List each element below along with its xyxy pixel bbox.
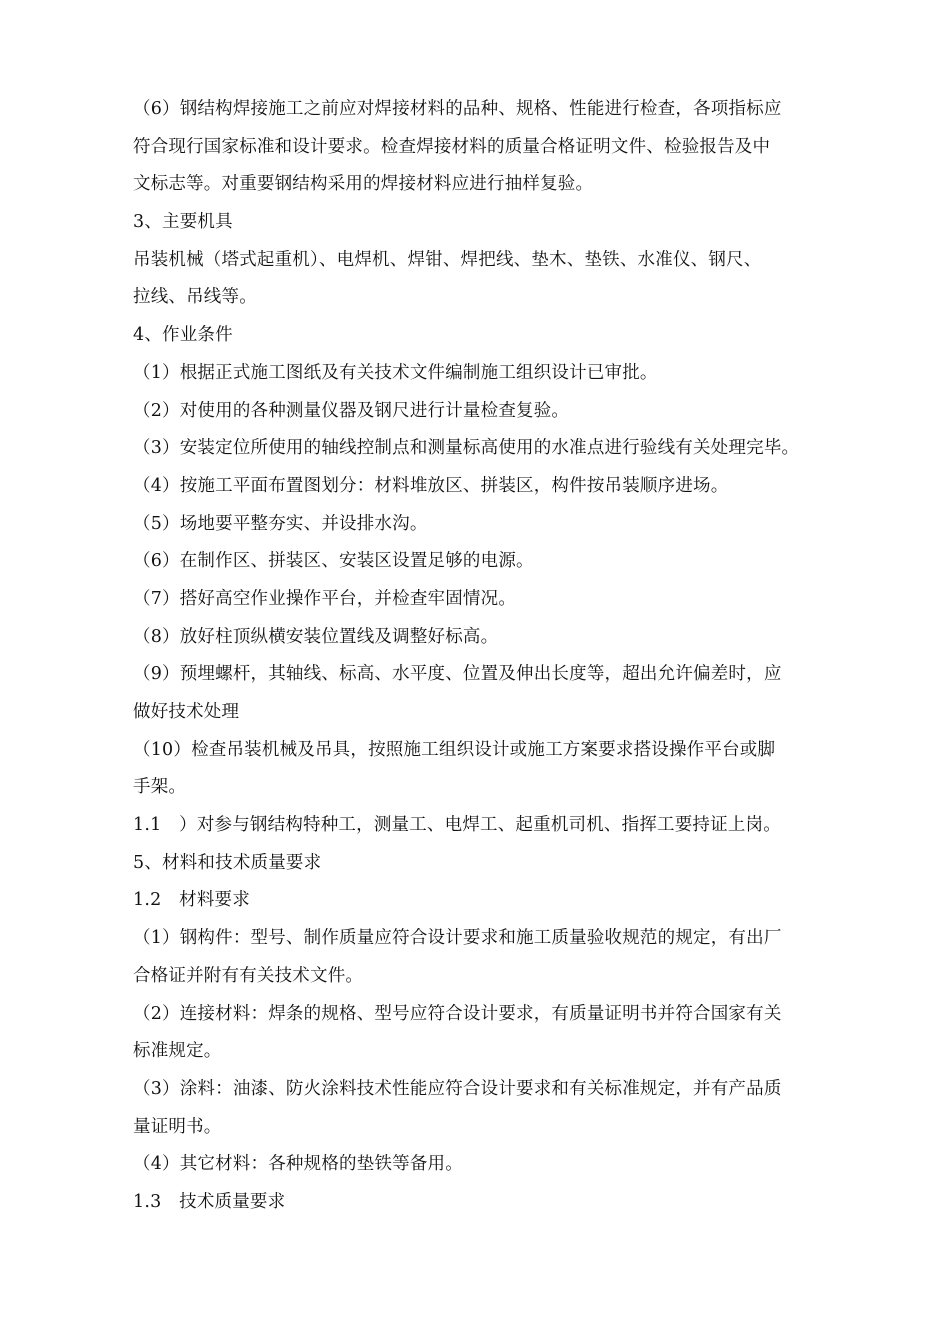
- text-line: 拉线、吊线等。: [133, 287, 257, 308]
- list-item: （10）检查吊装机械及吊具，按照施工组织设计或施工方案要求搭设操作平台或脚: [133, 739, 776, 760]
- text-line: 文标志等。对重要钢结构采用的焊接材料应进行抽样复验。: [133, 174, 594, 195]
- document-body: [133, 91, 853, 1222]
- list-item: （1）钢构件：型号、制作质量应符合设计要求和施工质量验收规范的规定，有出厂: [133, 928, 782, 949]
- section-heading: 3、主要机具: [133, 212, 233, 233]
- section-heading: 4、作业条件: [133, 325, 233, 346]
- list-item: （4）其它材料：各种规格的垫铁等备用。: [133, 1154, 463, 1175]
- text-line: 标准规定。: [133, 1041, 222, 1062]
- text-line: 量证明书。: [133, 1116, 222, 1137]
- list-item: （6）在制作区、拼装区、安装区设置足够的电源。: [133, 551, 534, 572]
- list-item: 1.1 ）对参与钢结构特种工，测量工、电焊工、起重机司机、指挥工要持证上岗。: [133, 815, 781, 836]
- list-item: （5）场地要平整夯实、并设排水沟。: [133, 513, 428, 534]
- list-item: （2）连接材料：焊条的规格、型号应符合设计要求，有质量证明书并符合国家有关: [133, 1003, 782, 1024]
- list-item: （3）涂料：油漆、防火涂料技术性能应符合设计要求和有关标准规定，并有产品质: [133, 1078, 782, 1099]
- list-item: （8）放好柱顶纵横安装位置线及调整好标高。: [133, 626, 499, 647]
- list-item: （7）搭好高空作业操作平台，并检查牢固情况。: [133, 588, 517, 609]
- list-item: （9）预埋螺杆，其轴线、标高、水平度、位置及伸出长度等，超出允许偏差时，应: [133, 664, 782, 685]
- text-line: 吊装机械（塔式起重机）、电焊机、焊钳、焊把线、垫木、垫铁、水准仪、钢尺、: [133, 249, 762, 270]
- text-line: 合格证并附有有关技术文件。: [133, 965, 364, 986]
- text-line: 符合现行国家标准和设计要求。检查焊接材料的质量合格证明文件、检验报告及中: [133, 136, 771, 157]
- subsection-heading: 1.3 技术质量要求: [133, 1191, 286, 1212]
- text-line: （6）钢结构焊接施工之前应对焊接材料的品种、规格、性能进行检查，各项指标应: [133, 99, 782, 119]
- list-item: （2）对使用的各种测量仪器及钢尺进行计量检查复验。: [133, 400, 570, 421]
- list-item: （1）根据正式施工图纸及有关技术文件编制施工组织设计已审批。: [133, 362, 658, 383]
- text-line: 做好技术处理: [133, 702, 240, 722]
- text-line: 手架。: [133, 777, 187, 798]
- section-heading: 5、材料和技术质量要求: [133, 852, 322, 873]
- subsection-heading: 1.2 材料要求: [133, 890, 250, 911]
- list-item: （4）按施工平面布置图划分：材料堆放区、拼装区，构件按吊装顺序进场。: [133, 475, 729, 496]
- list-item: （3）安装定位所使用的轴线控制点和测量标高使用的水准点进行验线有关处理完毕。: [133, 438, 800, 459]
